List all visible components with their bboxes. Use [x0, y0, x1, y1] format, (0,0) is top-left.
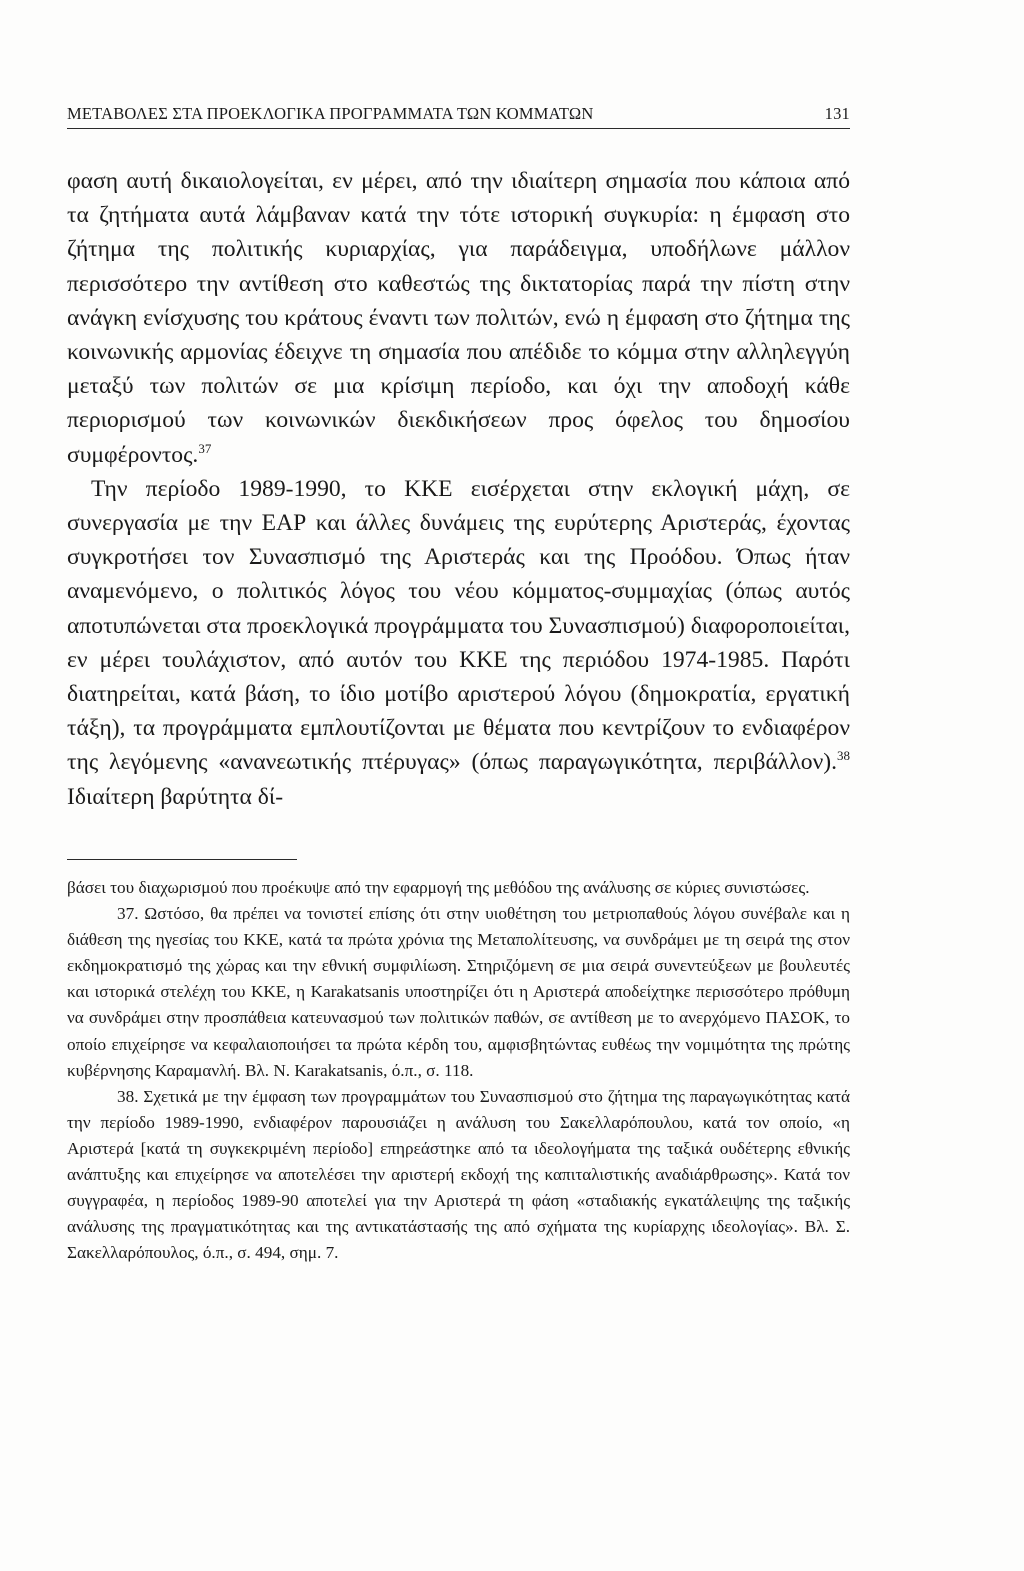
page-number: 131: [824, 104, 850, 123]
footnote-continuation: βάσει του διαχωρισμού που προέκυψε από την εφαρμογή της μεθόδου της ανάλυσης σε κύριες συνιστώσες.: [67, 878, 810, 897]
main-text: [67, 164, 850, 814]
footnote-38: 38. Σχετικά με την έμφαση των προγραμμάτων του Συνασπισμού στο ζήτημα της παραγωγικότητας κατά την περίοδο 1989-1990, ενδιαφέρον παρουσιάζει η ανάλυση του Σακελλαρόπουλου, κατά τον οποίο, «η Αριστερά [κατά τη συγκεκριμένη περίοδο] επηρεάστηκε από τα ιδεολογήματα της ταξικά ουδέτερης εθνικής ανάπτυξης και επιχείρησε να αποτελέσει την αριστερή εκδοχή της καπιταλιστικής αναδιάρθρωσης». Κατά τον συγγραφέα, η περίοδος 1989-90 αποτελεί για την Αριστερά τη φάση «σταδιακής εγκατάλειψης της ταξικής ανάλυσης της πραγματικότητας και της αντικατάστασής της από σχήματα της κυρίαρχης ιδεολογίας». Βλ. Σ. Σακελλαρόπουλος, ό.π., σ. 494, σημ. 7.: [67, 1086, 850, 1263]
paragraph-tail: Ιδιαίτερη βαρύτητα δί-: [67, 783, 284, 810]
running-title: ΜΕΤΑΒΟΛΕΣ ΣΤΑ ΠΡΟΕΚΛΟΓΙΚΑ ΠΡΟΓΡΑΜΜΑΤΑ ΤΩΝ ΚΟΜΜΑΤΩΝ: [67, 104, 594, 123]
running-head: [67, 100, 850, 129]
footnotes: [67, 875, 850, 1266]
paragraph-text: Την περίοδο 1989-1990, το ΚΚΕ εισέρχεται στην εκλογική μάχη, σε συνεργασία με την ΕΑΡ και άλλες δυνάμεις της ευρύτερης Αριστεράς, έχοντας συγκροτήσει τον Συνασπισμό της Αριστεράς και της Προόδου. Όπως ήταν αναμενόμενο, ο πολιτικός λόγος του νέου κόμματος-συμμαχίας (όπως αυτός αποτυπώνεται στα προεκλογικά προγράμματα του Συνασπισμού) διαφοροποιείται, εν μέρει τουλάχιστον, από αυτόν του ΚΚΕ της περιόδου 1974-1985. Παρότι διατηρείται, κατά βάση, το ίδιο μοτίβο αριστερού λόγου (δημοκρατία, εργατική τάξη), τα προγράμματα εμπλουτίζονται με θέματα που κεντρίζουν το ενδιαφέρον της λεγόμενης «ανανεωτικής πτέρυγας» (όπως παραγωγικότητα, περιβάλλον).: [67, 475, 850, 776]
paragraph-text: φαση αυτή δικαιολογείται, εν μέρει, από την ιδιαίτερη σημασία που κάποια από τα ζητήματα αυτά λάμβαναν κατά την τότε ιστορική συγκυρία: η έμφαση στο ζήτημα της πολιτικής κυριαρχίας, για παράδειγμα, υποδήλωνε μάλλον περισσότερο την αντίθεση στο καθεστώς της δικτατορίας παρά την πίστη στην ανάγκη ενίσχυσης του κράτους έναντι των πολιτών, ενώ η έμφαση στο ζήτημα της κοινωνικής αρμονίας έδειχνε τη σημασία που απέδιδε το κόμμα στην αλληλεγγύη μεταξύ των πολιτών σε μια κρίσιμη περίοδο, και όχι την αποδοχή κάθε περιορισμού των κοινωνικών διεκδικήσεων προς όφελος του δημοσίου συμφέροντος.: [67, 168, 850, 468]
paragraph-synaspismos: [67, 472, 850, 814]
footnote-ref-38[interactable]: 38: [837, 748, 850, 764]
footnote-separator: [67, 859, 297, 860]
footnote-ref-37[interactable]: 37: [198, 440, 212, 456]
paragraph-continuation: [67, 164, 850, 472]
footnote-37: 37. Ωστόσο, θα πρέπει να τονιστεί επίσης ότι στην υιοθέτηση του μετριοπαθούς λόγου συνέβαλε και η διάθεση της ηγεσίας του ΚΚΕ, κατά τα πρώτα χρόνια της Μεταπολίτευσης, να συνδράμει με τη σειρά της στον εκδημοκρατισμό της χώρας και την εθνική συμφιλίωση. Στηριζόμενη σε μια σειρά συνεντεύξεων με βουλευτές και ιστορικά στελέχη του ΚΚΕ, η Karakatsanis υποστηρίζει ότι η Αριστερά αποδείχτηκε περισσότερο πρόθυμη να συνδράμει στην προσπάθεια κατευνασμού των πολιτικών παθών, σε αντίθεση με το ανερχόμενο ΠΑΣΟΚ, το οποίο επιχείρησε να κεφαλαιοποιήσει τα πρώτα κέρδη του, αμφισβητώντας ευθέως την νομιμότητα της πρώτης κυβέρνησης Καραμανλή. Βλ. N. Karakatsanis, ό.π., σ. 118.: [67, 904, 850, 1080]
